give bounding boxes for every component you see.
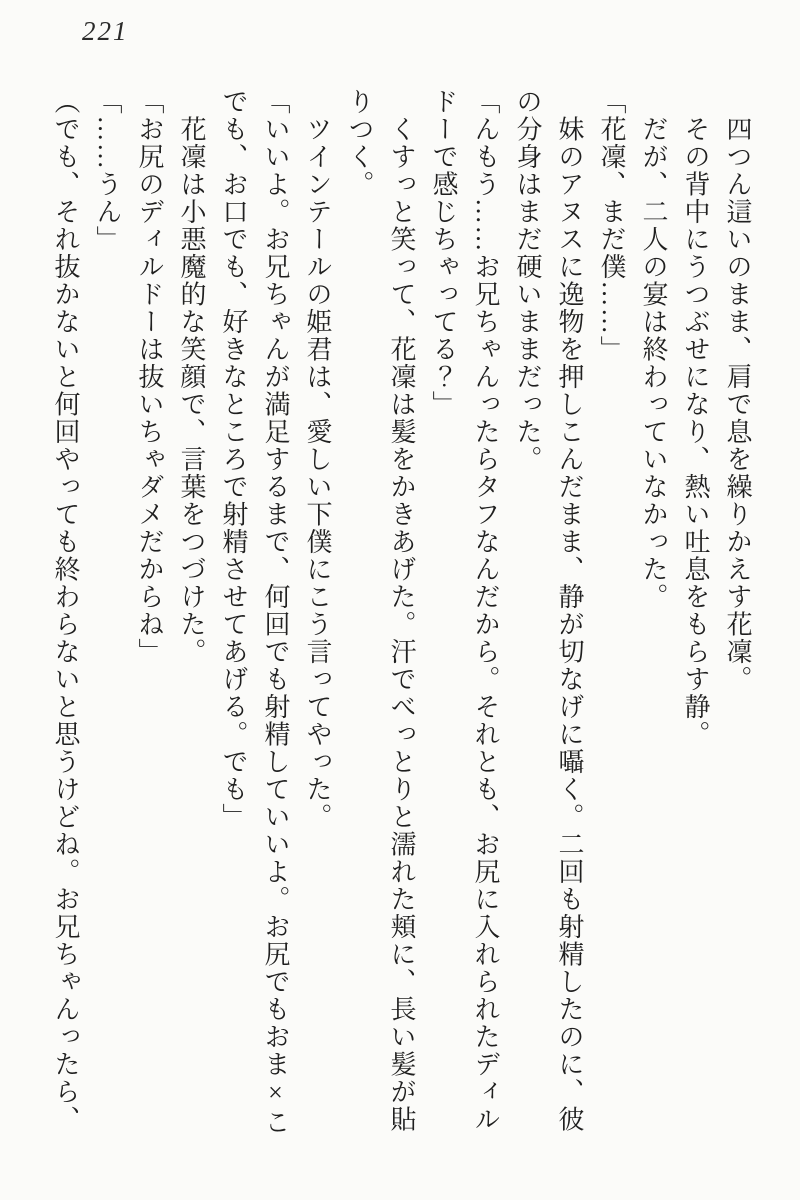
text-line-5: 妹のアヌスに逸物を押しこんだまま、静が切なげに囁く。二回も射精したのに、彼 bbox=[555, 88, 584, 1133]
text-line-16: 「……うん」 bbox=[93, 88, 122, 253]
text-line-10: りつく。 bbox=[345, 88, 374, 198]
page-number: 221 bbox=[82, 16, 129, 46]
text-line-2: その背中にうつぶせになり、熱い吐息をもらす静。 bbox=[681, 88, 710, 748]
text-line-12: 「いいよ。お兄ちゃんが満足するまで、何回でも射精していいよ。お尻でもおま×こ bbox=[261, 88, 290, 1136]
text-line-3: だが、二人の宴は終わっていなかった。 bbox=[639, 88, 668, 611]
text-line-8: ドーで感じちゃってる？」 bbox=[429, 88, 458, 418]
text-line-7: 「んもう……お兄ちゃんったらタフなんだから。それとも、お尻に入れられたディル bbox=[471, 88, 500, 1133]
text-line-15: 「お尻のディルドーは抜いちゃダメだからね」 bbox=[135, 88, 164, 666]
text-line-11: ツインテールの姫君は、愛しい下僕にこう言ってやった。 bbox=[303, 88, 332, 831]
text-block bbox=[44, 88, 758, 1148]
text-line-13: でも、お口でも、好きなところで射精させてあげる。でも」 bbox=[219, 88, 248, 831]
text-line-9: くすっと笑って、花凜は髪をかきあげた。汗でべっとりと濡れた頬に、長い髪が貼 bbox=[387, 88, 416, 1133]
text-line-17: （でも、それ抜かないと何回やっても終わらないと思うけどね。お兄ちゃんったら、 bbox=[51, 88, 80, 1133]
text-line-1: 四つん這いのまま、肩で息を繰りかえす花凜。 bbox=[723, 88, 752, 693]
text-line-4: 「花凜、まだ僕……」 bbox=[597, 88, 626, 363]
text-line-6: の分身はまだ硬いままだった。 bbox=[513, 88, 542, 473]
text-line-14: 花凜は小悪魔的な笑顔で、言葉をつづけた。 bbox=[177, 88, 206, 666]
